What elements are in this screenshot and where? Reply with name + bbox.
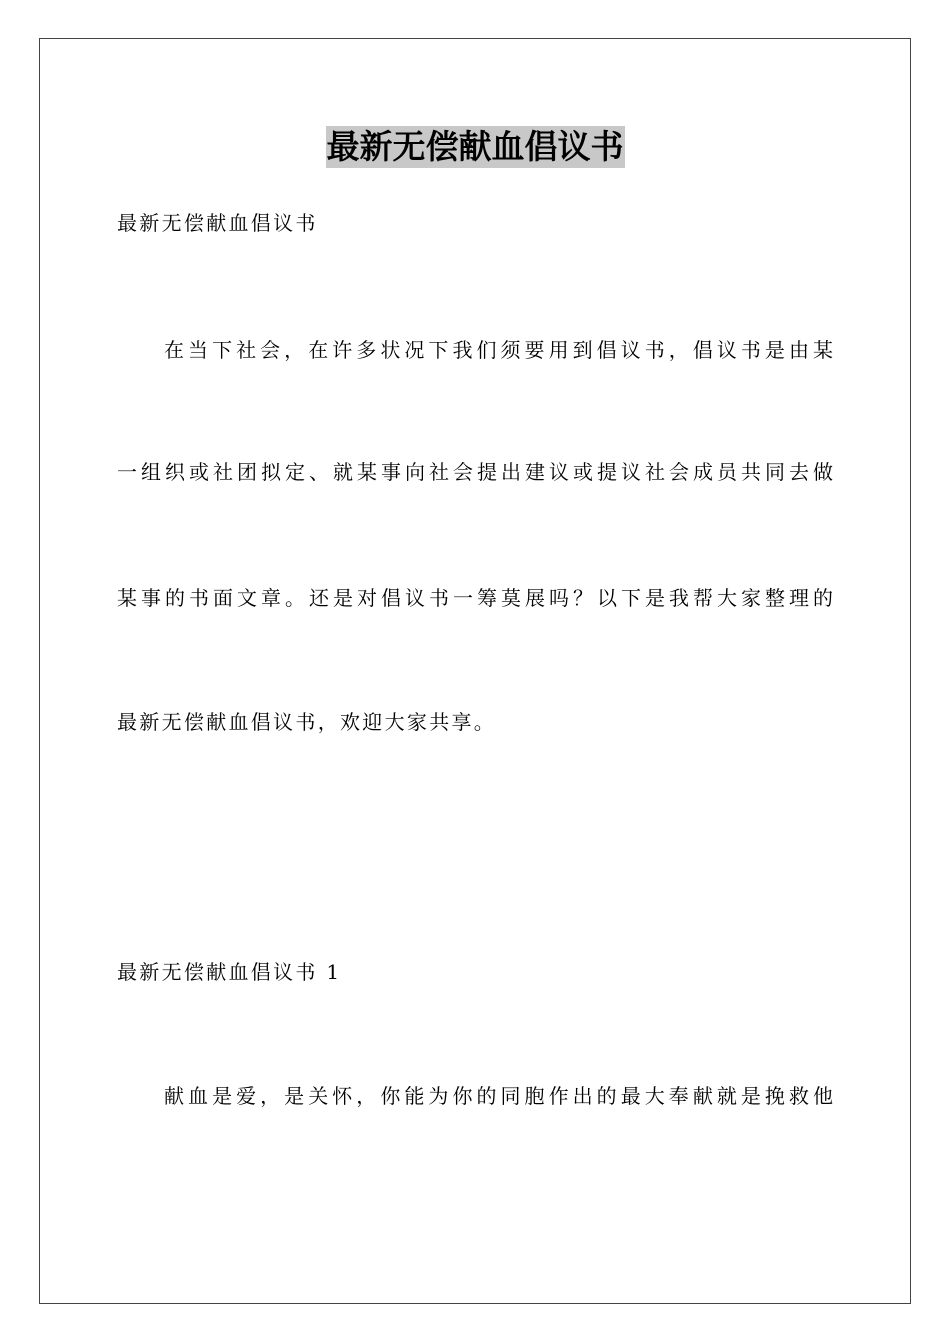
section-heading: 最新无偿献血倡议书 1	[117, 960, 342, 984]
subtitle: 最新无偿献血倡议书	[117, 211, 318, 235]
paragraph-line: 献血是爱，是关怀，你能为你的同胞作出的最大奉献就是挽救他	[164, 1084, 833, 1108]
title-container	[0, 126, 950, 168]
paragraph-line: 在当下社会，在许多状况下我们须要用到倡议书，倡议书是由某	[164, 338, 833, 362]
page-title: 最新无偿献血倡议书	[326, 127, 624, 166]
paragraph-line: 一组织或社团拟定、就某事向社会提出建议或提议社会成员共同去做	[117, 460, 833, 484]
paragraph-line: 最新无偿献血倡议书，欢迎大家共享。	[117, 710, 497, 734]
paragraph-line: 某事的书面文章。还是对倡议书一筹莫展吗？以下是我帮大家整理的	[117, 586, 833, 610]
